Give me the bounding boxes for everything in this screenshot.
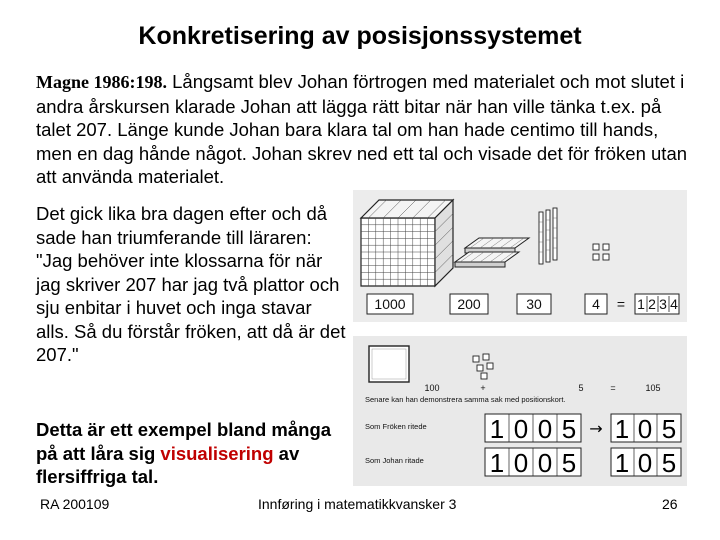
- row1-left-digit-3: 0: [537, 414, 553, 444]
- row2-right-digit-1: 1: [614, 448, 630, 478]
- result-digit-1: 1: [637, 296, 645, 312]
- row1-label: Som Fröken ritede: [365, 422, 427, 431]
- label-5: 5: [578, 383, 584, 393]
- row1-right-digit-3: 5: [661, 414, 677, 444]
- card-30: 30: [526, 296, 542, 312]
- thousand-cube-image: [361, 200, 453, 286]
- result-digit-3: 3: [659, 296, 667, 312]
- row1-left-digit-2: 0: [513, 414, 529, 444]
- card-4: 4: [592, 296, 600, 312]
- ten-rods-image: [539, 208, 557, 264]
- row1-left-digit-4: 5: [561, 414, 577, 444]
- row2-label: Som Johan ritade: [365, 456, 424, 465]
- conclusion-text-1: Detta är ett exempel bland många på att låra sig: [36, 419, 332, 464]
- equals-sign: =: [616, 296, 626, 312]
- story-paragraph: Det gick lika bra dagen efter och då sade han triumferande till läraren: "Jag behöver inte klossarna för när jag skriver 207 har jag två plattor och sju enbitar i huvet och inga stavar alls. Så du förstår fröken, att då är det 207.": [36, 203, 346, 365]
- row1-left-digit-1: 1: [489, 414, 505, 444]
- arrow-icon: →: [589, 419, 603, 438]
- row2-left-digit-3: 0: [537, 448, 553, 478]
- row2-right-digit-2: 0: [637, 448, 653, 478]
- row2-left-digit-4: 5: [561, 448, 577, 478]
- conclusion-paragraph: [36, 418, 346, 489]
- footer-date: RA 200109: [40, 496, 110, 512]
- intro-text: Långsamt blev Johan förtrogen med materialet och mot slutet i andra årskursen klarade Johan att lägga rätt bitar när han ville tänka t.ex. på talet 207. Länge kunde Johan bara klara tal om han hade centimo till hands, men en dag hånde något. Johan skrev ned ett tal och visade det för fröken utan att använda materialet.: [36, 71, 688, 187]
- card-200: 200: [457, 296, 481, 312]
- label-105: 105: [645, 383, 661, 393]
- row2-left-digit-2: 0: [513, 448, 529, 478]
- conclusion-text-2: av flersiffriga tal.: [36, 442, 300, 487]
- page-number: 26: [662, 496, 678, 512]
- position-cards-figure: [353, 336, 687, 486]
- row1-right-digit-1: 1: [614, 414, 630, 444]
- base-ten-blocks-figure: [353, 190, 687, 322]
- label-100: 100: [424, 383, 440, 393]
- row1-right-digit-2: 0: [637, 414, 653, 444]
- row2-right-digit-3: 5: [661, 448, 677, 478]
- card-1000: 1000: [374, 296, 406, 312]
- highlight-word: visualisering: [160, 442, 274, 464]
- row2-left-digit-1: 1: [489, 448, 505, 478]
- footer-course: Innføring i matematikkvansker 3: [258, 496, 457, 512]
- result-digit-2: 2: [648, 296, 656, 312]
- figure2-caption: Senare kan han demonstrera samma sak med positionskort.: [365, 395, 566, 404]
- result-digit-4: 4: [670, 296, 678, 312]
- label-plus: +: [480, 383, 486, 393]
- hundred-plate-image: [369, 346, 409, 382]
- intro-paragraph: [36, 70, 696, 189]
- source-citation: Magne 1986:198.: [36, 72, 167, 92]
- label-equals: =: [610, 383, 616, 393]
- slide-title: Konkretisering av posisjonssystemet: [138, 22, 582, 50]
